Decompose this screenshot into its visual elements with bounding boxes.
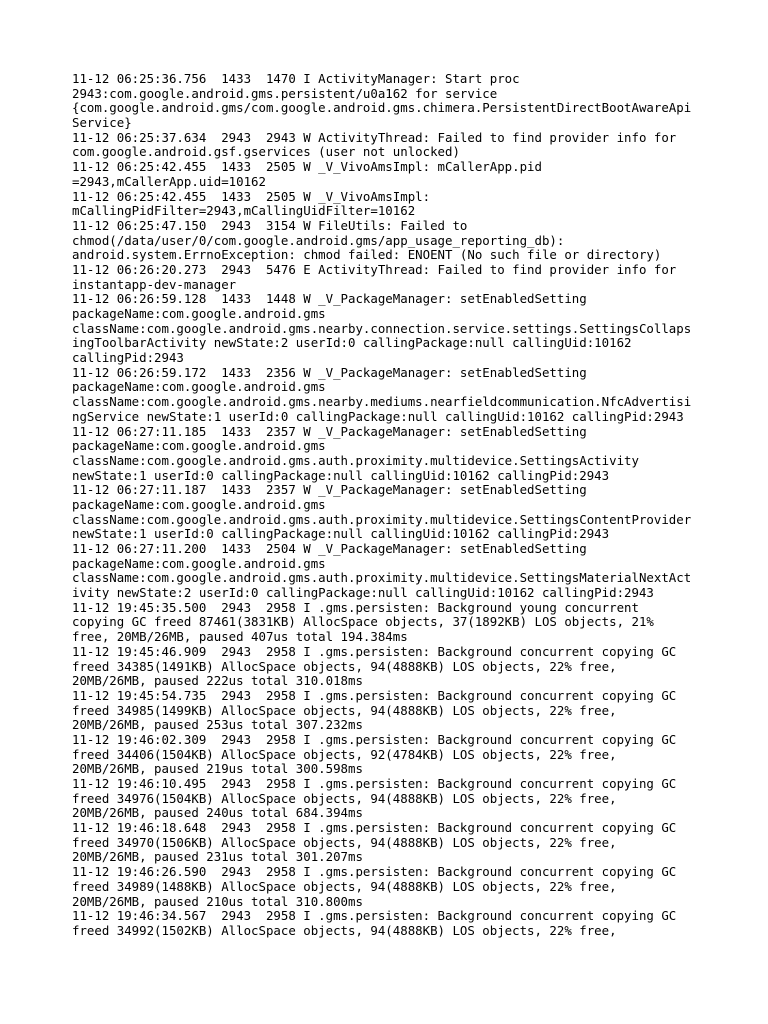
log-line: android.system.ErrnoException: chmod failed: ENOENT (No such file or directory) xyxy=(72,247,662,263)
log-line: 11-12 06:25:36.756 1433 1470 I ActivityManager: Start proc xyxy=(72,71,520,86)
log-line: freed 34385(1491KB) AllocSpace objects, 94(4888KB) LOS objects, 22% free, xyxy=(72,658,617,674)
log-line: 20MB/26MB, paused 222us total 310.018ms xyxy=(72,673,363,689)
log-line: freed 34992(1502KB) AllocSpace objects, 94(4888KB) LOS objects, 22% free, xyxy=(72,922,617,938)
log-line: ngService newState:1 userId:0 callingPackage:null callingUid:10162 callingPid:2943 xyxy=(72,408,684,424)
log-line: copying GC freed 87461(3831KB) AllocSpace objects, 37(1892KB) LOS objects, 21% xyxy=(72,614,654,630)
log-line: freed 34406(1504KB) AllocSpace objects, 92(4784KB) LOS objects, 22% free, xyxy=(72,746,617,762)
log-line: className:com.google.android.gms.nearby.mediums.nearfieldcommunication.NfcAdvertisi xyxy=(72,394,692,410)
log-line: 11-12 06:26:20.273 2943 5476 E ActivityThread: Failed to find provider info for xyxy=(72,261,677,277)
log-line: packageName:com.google.android.gms xyxy=(72,379,326,395)
log-line: 20MB/26MB, paused 253us total 307.232ms xyxy=(72,717,363,733)
log-line: 20MB/26MB, paused 240us total 684.394ms xyxy=(72,805,363,821)
log-line: packageName:com.google.android.gms xyxy=(72,438,326,454)
log-line: packageName:com.google.android.gms xyxy=(72,306,326,321)
log-line: ivity newState:2 userId:0 callingPackage:null callingUid:10162 callingPid:2943 xyxy=(72,585,654,601)
log-line: packageName:com.google.android.gms xyxy=(72,555,326,571)
log-line: 11-12 19:45:46.909 2943 2958 I .gms.persisten: Background concurrent copying GC xyxy=(72,643,677,659)
log-line: freed 34985(1499KB) AllocSpace objects, 94(4888KB) LOS objects, 22% free, xyxy=(72,702,617,718)
log-line: free, 20MB/26MB, paused 407us total 194.384ms xyxy=(72,629,408,645)
log-line: className:com.google.android.gms.auth.proximity.multidevice.SettingsContentProvider xyxy=(72,511,692,527)
log-line: 11-12 19:46:26.590 2943 2958 I .gms.persisten: Background concurrent copying GC xyxy=(72,864,677,880)
log-line: className:com.google.android.gms.nearby.connection.service.settings.SettingsCollaps xyxy=(72,320,692,336)
log-line: com.google.android.gsf.gservices (user not unlocked) xyxy=(72,144,460,160)
log-line: 11-12 19:46:18.648 2943 2958 I .gms.persisten: Background concurrent copying GC xyxy=(72,820,677,836)
log-line: 11-12 19:46:10.495 2943 2958 I .gms.persisten: Background concurrent copying GC xyxy=(72,776,677,791)
log-line: 11-12 06:26:59.172 1433 2356 W _V_PackageManager: setEnabledSetting xyxy=(72,364,587,380)
log-line: instantapp-dev-manager xyxy=(72,276,237,292)
log-line: 11-12 19:46:02.309 2943 2958 I .gms.persisten: Background concurrent copying GC xyxy=(72,731,677,747)
log-line: mCallingPidFilter=2943,mCallingUidFilter=10162 xyxy=(72,203,416,219)
log-line: 11-12 06:25:42.455 1433 2505 W _V_VivoAmsImpl: xyxy=(72,188,431,204)
log-line: 2943:com.google.android.gms.persistent/u0a162 for service xyxy=(72,85,498,101)
log-line: ingToolbarActivity newState:2 userId:0 callingPackage:null callingUid:10162 xyxy=(72,335,632,351)
log-line: 20MB/26MB, paused 231us total 301.207ms xyxy=(72,849,363,865)
log-line: newState:1 userId:0 callingPackage:null callingUid:10162 callingPid:2943 xyxy=(72,467,610,483)
log-line: Service} xyxy=(72,115,132,131)
log-line: 11-12 19:45:35.500 2943 2958 I .gms.persisten: Background young concurrent xyxy=(72,599,639,615)
log-line: 20MB/26MB, paused 219us total 300.598ms xyxy=(72,761,363,777)
log-line: 11-12 06:25:42.455 1433 2505 W _V_VivoAmsImpl: mCallerApp.pid xyxy=(72,159,542,175)
log-line: freed 34976(1504KB) AllocSpace objects, 94(4888KB) LOS objects, 22% free, xyxy=(72,790,617,806)
log-line: 11-12 06:25:37.634 2943 2943 W ActivityThread: Failed to find provider info for xyxy=(72,129,677,145)
log-line: =2943,mCallerApp.uid=10162 xyxy=(72,173,266,189)
log-line: freed 34989(1488KB) AllocSpace objects, 94(4888KB) LOS objects, 22% free, xyxy=(72,878,617,894)
log-line: 11-12 06:27:11.185 1433 2357 W _V_PackageManager: setEnabledSetting xyxy=(72,423,587,439)
log-line: 11-12 19:46:34.567 2943 2958 I .gms.persisten: Background concurrent copying GC xyxy=(72,908,677,924)
log-line: className:com.google.android.gms.auth.proximity.multidevice.SettingsActivity xyxy=(72,452,639,468)
log-line: className:com.google.android.gms.auth.proximity.multidevice.SettingsMaterialNextAct xyxy=(72,570,692,586)
log-line: 11-12 06:27:11.200 1433 2504 W _V_PackageManager: setEnabledSetting xyxy=(72,541,587,556)
log-line: chmod(/data/user/0/com.google.android.gms/app_usage_reporting_db): xyxy=(72,232,565,248)
log-line: packageName:com.google.android.gms xyxy=(72,496,326,512)
log-line: 11-12 19:45:54.735 2943 2958 I .gms.persisten: Background concurrent copying GC xyxy=(72,687,677,703)
log-page xyxy=(72,72,712,939)
log-text-block xyxy=(72,72,712,939)
log-line: {com.google.android.gms/com.google.android.gms.chimera.PersistentDirectBootAwareApi xyxy=(72,100,692,116)
log-line: 11-12 06:27:11.187 1433 2357 W _V_PackageManager: setEnabledSetting xyxy=(72,482,587,498)
log-line: 11-12 06:26:59.128 1433 1448 W _V_PackageManager: setEnabledSetting xyxy=(72,291,587,307)
log-line: 20MB/26MB, paused 210us total 310.800ms xyxy=(72,893,363,909)
log-line: callingPid:2943 xyxy=(72,350,184,366)
log-line: newState:1 userId:0 callingPackage:null callingUid:10162 callingPid:2943 xyxy=(72,526,610,542)
log-line: freed 34970(1506KB) AllocSpace objects, 94(4888KB) LOS objects, 22% free, xyxy=(72,834,617,850)
log-line: 11-12 06:25:47.150 2943 3154 W FileUtils: Failed to xyxy=(72,217,468,233)
